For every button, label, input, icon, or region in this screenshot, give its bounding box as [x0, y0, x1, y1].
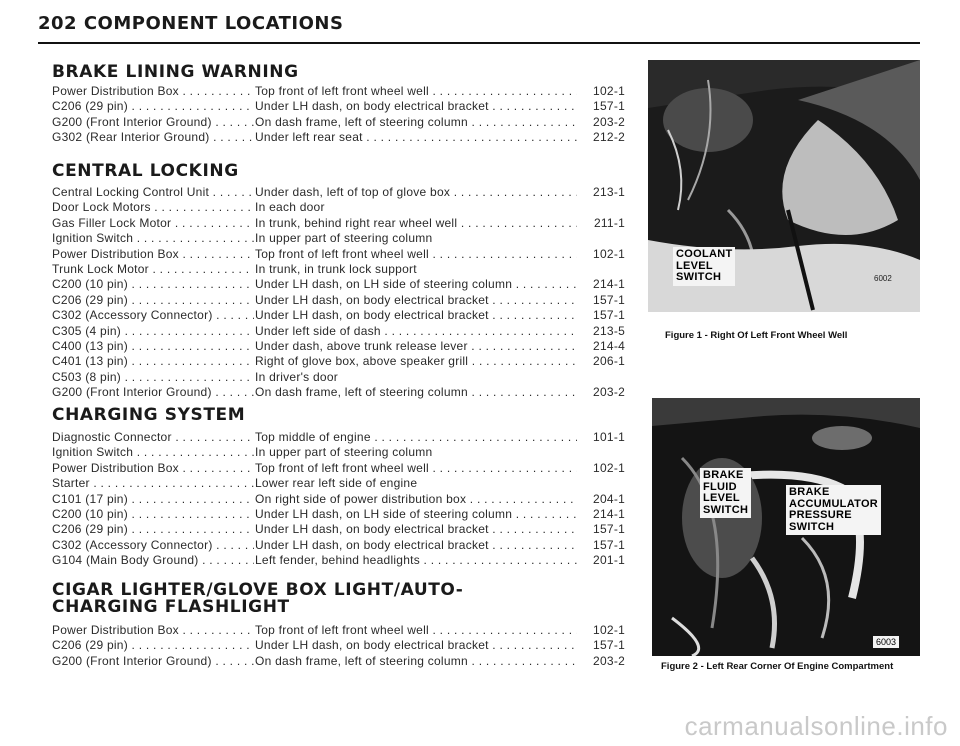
entry-location: On dash frame, left of steering column . . . [255, 115, 577, 130]
entry-row [52, 84, 624, 99]
entry-component: Power Distribution Box . . . [52, 84, 254, 99]
entry-component: Power Distribution Box . . . [52, 247, 254, 262]
section-title-cigar-lighter-line-1: CIGAR LIGHTER/GLOVE BOX LIGHT/AUTO- [52, 580, 464, 600]
entry-row [52, 654, 624, 669]
figure-1-photo [648, 60, 920, 312]
entry-component: Ignition Switch . . . [52, 445, 254, 460]
entry-component: C400 (13 pin) . . . [52, 339, 254, 354]
entry-page-ref: 102-1 [579, 84, 625, 99]
entry-location: Under LH dash, on body electrical bracket . . . [255, 538, 577, 553]
entry-page-ref: 102-1 [579, 461, 625, 476]
entry-row [52, 247, 624, 262]
entry-row [52, 623, 624, 638]
entry-page-ref: 203-2 [579, 654, 625, 669]
entry-location: Under LH dash, on LH side of steering column . . . [255, 277, 577, 292]
entry-component: Starter . . . [52, 476, 254, 491]
entry-component: C302 (Accessory Connector) . . . [52, 308, 254, 323]
entry-page-ref: 214-1 [579, 277, 625, 292]
callout-line: SWITCH [676, 271, 722, 283]
callout-coolant-level-switch [673, 247, 735, 286]
entry-location: Under dash, left of top of glove box . . . [255, 185, 577, 200]
entries-charging-system [52, 430, 624, 569]
section-title-brake-lining-warning: BRAKE LINING WARNING [52, 62, 299, 82]
entry-page-ref: 214-1 [579, 507, 625, 522]
entry-page-ref: 204-1 [579, 492, 625, 507]
entry-location: Top front of left front wheel well . . . [255, 461, 577, 476]
entry-page-ref: 101-1 [579, 430, 625, 445]
entry-component: G302 (Rear Interior Ground) . . . [52, 130, 254, 145]
entry-row [52, 99, 624, 114]
callout-line: BRAKE [789, 486, 830, 498]
entry-location: Under left rear seat . . . [255, 130, 577, 145]
entry-location: Top middle of engine . . . [255, 430, 577, 445]
callout-line: SWITCH [789, 520, 835, 533]
section-title-central-locking: CENTRAL LOCKING [52, 161, 239, 181]
page-header [38, 12, 920, 44]
section-title-charging-system: CHARGING SYSTEM [52, 405, 246, 425]
entry-location: Top front of left front wheel well . . . [255, 84, 577, 99]
entry-component: C206 (29 pin) . . . [52, 293, 254, 308]
entry-page-ref: 214-4 [579, 339, 625, 354]
entry-component: C206 (29 pin) . . . [52, 99, 254, 114]
entry-component: C101 (17 pin) . . . [52, 492, 254, 507]
entry-component: Power Distribution Box . . . [52, 461, 254, 476]
callout-line: COOLANT [676, 248, 733, 260]
entry-location: Right of glove box, above speaker grill . . . [255, 354, 577, 369]
callout-line: BRAKE [703, 469, 744, 481]
entry-page-ref: 157-1 [579, 293, 625, 308]
entry-component: Central Locking Control Unit . . . [52, 185, 254, 200]
entry-location: Under LH dash, on body electrical bracket . . . [255, 638, 577, 653]
callout-line: LEVEL [676, 259, 713, 272]
entry-page-ref: 102-1 [579, 247, 625, 262]
figure-2-caption: Figure 2 - Left Rear Corner Of Engine Compartment [661, 661, 894, 672]
entry-component: C206 (29 pin) . . . [52, 638, 254, 653]
entry-row [52, 130, 624, 145]
entry-location: In upper part of steering column [255, 231, 577, 246]
entry-component: Ignition Switch . . . [52, 231, 254, 246]
entry-component: Diagnostic Connector . . . [52, 430, 254, 445]
entry-location: Top front of left front wheel well . . . [255, 247, 577, 262]
entry-component: C302 (Accessory Connector) . . . [52, 538, 254, 553]
entry-row [52, 216, 624, 231]
entry-component: C200 (10 pin) . . . [52, 507, 254, 522]
entry-row [52, 385, 624, 400]
entry-location: Under LH dash, on body electrical bracket . . . [255, 308, 577, 323]
entry-page-ref: 212-2 [579, 130, 625, 145]
entry-page-ref: 157-1 [579, 308, 625, 323]
entry-location: Left fender, behind headlights . . . [255, 553, 577, 568]
entry-row [52, 522, 624, 537]
entry-location: In trunk, behind right rear wheel well . . . [255, 216, 577, 231]
entry-component: G200 (Front Interior Ground) . . . [52, 654, 254, 669]
entry-row [52, 185, 624, 200]
callout-line: SWITCH [703, 503, 749, 516]
entry-page-ref: 157-1 [579, 522, 625, 537]
entry-row [52, 231, 624, 246]
entry-row [52, 553, 624, 568]
entry-row [52, 339, 624, 354]
entry-page-ref: 213-5 [579, 324, 625, 339]
entry-row [52, 538, 624, 553]
entry-component: C401 (13 pin) . . . [52, 354, 254, 369]
page-title: 202 COMPONENT LOCATIONS [38, 13, 344, 34]
section-title-cigar-lighter-line-2: CHARGING FLASHLIGHT [52, 597, 290, 617]
entry-row [52, 476, 624, 491]
figure-1-caption: Figure 1 - Right Of Left Front Wheel Well [665, 330, 848, 341]
callout-brake-accumulator-pressure-switch [786, 485, 881, 535]
entry-row [52, 492, 624, 507]
callout-line: LEVEL [703, 492, 740, 504]
entry-page-ref: 102-1 [579, 623, 625, 638]
entry-page-ref: 157-1 [579, 538, 625, 553]
entry-page-ref: 203-2 [579, 385, 625, 400]
entry-location: In trunk, in trunk lock support [255, 262, 577, 277]
figure-2-number: 6003 [873, 636, 899, 648]
entry-location: Under LH dash, on body electrical bracket . . . [255, 522, 577, 537]
callout-line: ACCUMULATOR [789, 497, 879, 510]
entry-row [52, 293, 624, 308]
entry-component: G200 (Front Interior Ground) . . . [52, 115, 254, 130]
entry-row [52, 430, 624, 445]
entry-component: Trunk Lock Motor . . . [52, 262, 254, 277]
entries-brake-lining-warning [52, 84, 624, 146]
entry-location: In each door [255, 200, 577, 215]
entries-central-locking [52, 185, 624, 400]
entry-location: On dash frame, left of steering column . . . [255, 654, 577, 669]
entry-page-ref: 157-1 [579, 638, 625, 653]
callout-line: FLUID [703, 480, 737, 493]
watermark: carmanualsonline.info [684, 711, 948, 741]
entry-location: In driver's door [255, 370, 577, 385]
entry-location: On dash frame, left of steering column . . . [255, 385, 577, 400]
entry-location: Under left side of dash . . . [255, 324, 577, 339]
entry-location: On right side of power distribution box . . . [255, 492, 577, 507]
entry-location: Lower rear left side of engine [255, 476, 577, 491]
entry-row [52, 277, 624, 292]
entry-page-ref: 213-1 [579, 185, 625, 200]
entry-component: G104 (Main Body Ground) . . . [52, 553, 254, 568]
entry-page-ref: 211-1 [579, 216, 625, 231]
entry-component: G200 (Front Interior Ground) . . . [52, 385, 254, 400]
entry-row [52, 115, 624, 130]
entry-location: In upper part of steering column [255, 445, 577, 460]
entry-row [52, 354, 624, 369]
entry-row [52, 461, 624, 476]
entry-component: Gas Filler Lock Motor . . . [52, 216, 254, 231]
entry-row [52, 324, 624, 339]
entry-row [52, 262, 624, 277]
entry-component: Power Distribution Box . . . [52, 623, 254, 638]
entry-location: Under LH dash, on body electrical bracket . . . [255, 293, 577, 308]
entry-page-ref: 203-2 [579, 115, 625, 130]
entry-component: C503 (8 pin) . . . [52, 370, 254, 385]
entry-row [52, 200, 624, 215]
entry-location: Top front of left front wheel well . . . [255, 623, 577, 638]
figure-1-number: 6002 [874, 274, 892, 283]
entry-location: Under LH dash, on LH side of steering column . . . [255, 507, 577, 522]
entry-component: C200 (10 pin) . . . [52, 277, 254, 292]
entry-row [52, 370, 624, 385]
entry-page-ref: 157-1 [579, 99, 625, 114]
entry-row [52, 445, 624, 460]
entry-location: Under LH dash, on body electrical bracket . . . [255, 99, 577, 114]
entry-row [52, 507, 624, 522]
entry-component: C305 (4 pin) . . . [52, 324, 254, 339]
entry-location: Under dash, above trunk release lever . . . [255, 339, 577, 354]
callout-line: PRESSURE [789, 509, 852, 521]
entries-cigar-lighter [52, 623, 624, 669]
entry-page-ref: 201-1 [579, 553, 625, 568]
callout-brake-fluid-level-switch [700, 468, 751, 518]
figure-2-photo [652, 398, 920, 656]
entry-page-ref: 206-1 [579, 354, 625, 369]
entry-component: Door Lock Motors . . . [52, 200, 254, 215]
entry-row [52, 638, 624, 653]
entry-component: C206 (29 pin) . . . [52, 522, 254, 537]
entry-row [52, 308, 624, 323]
